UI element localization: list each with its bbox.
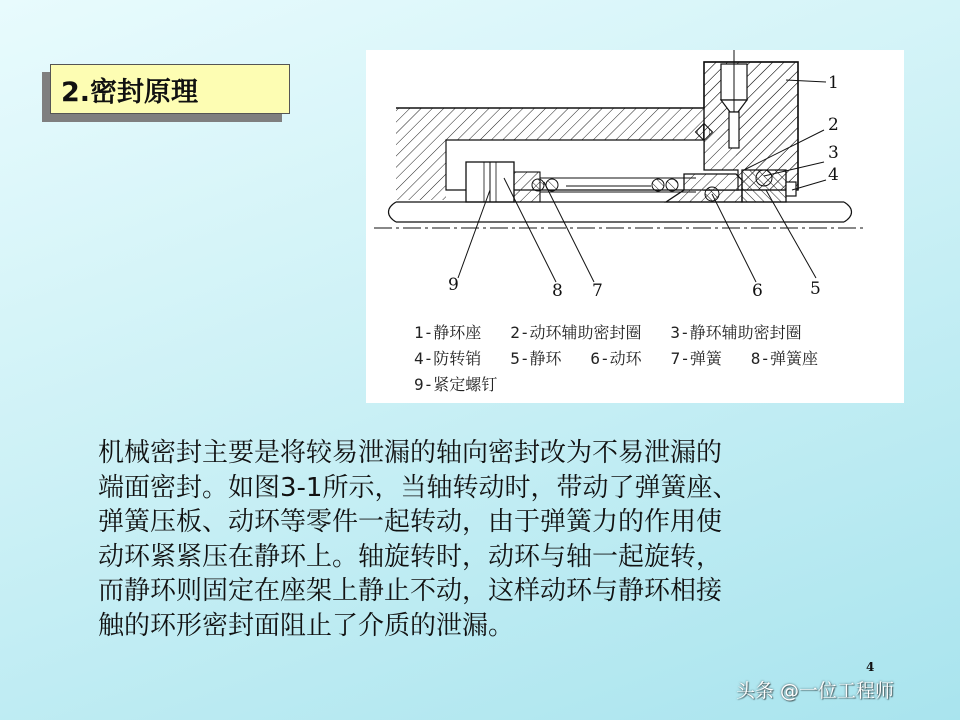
callout-9: 9 [448, 275, 459, 295]
callout-2: 2 [828, 115, 839, 135]
body-line: 端面密封。如图3-1所示，当轴转动时，带动了弹簧座、 [98, 472, 739, 503]
legend-item: 7-弹簧 [670, 349, 722, 368]
legend-line-3 [414, 372, 904, 398]
callout-4: 4 [828, 165, 839, 185]
watermark: 头条 @一位工程师 [736, 680, 895, 702]
legend-item: 9-紧定螺钉 [414, 375, 498, 394]
legend-line-1 [414, 320, 904, 346]
legend-item: 1-静环座 [414, 323, 482, 342]
callout-5: 5 [810, 279, 821, 299]
legend-item: 2-动环辅助密封圈 [510, 323, 642, 342]
callout-3: 3 [828, 143, 839, 163]
body-paragraph [98, 436, 888, 643]
slide-title-text: 2.密封原理 [61, 76, 199, 108]
callout-8: 8 [552, 281, 563, 301]
legend-item: 3-静环辅助密封圈 [670, 323, 802, 342]
mechanical-seal-figure [366, 50, 904, 403]
legend-line-2 [414, 346, 904, 372]
callout-7: 7 [592, 281, 603, 301]
callout-1: 1 [828, 73, 839, 93]
page-number: 4 [866, 660, 875, 674]
body-line: 触的环形密封面阻止了介质的泄漏。 [98, 610, 515, 641]
body-line: 而静环则固定在座架上静止不动，这样动环与静环相接 [98, 576, 723, 606]
legend-item: 8-弹簧座 [750, 349, 819, 368]
legend-item: 5-静环 [510, 349, 562, 368]
body-line: 机械密封主要是将较易泄漏的轴向密封改为不易泄漏的 [98, 438, 723, 468]
slide-title [50, 64, 290, 114]
legend-item: 6-动环 [590, 349, 642, 368]
callout-6: 6 [752, 281, 763, 301]
body-line: 弹簧压板、动环等零件一起转动，由于弹簧力的作用使 [98, 507, 723, 537]
legend-item: 4-防转销 [414, 349, 482, 368]
body-line: 动环紧紧压在静环上。轴旋转时，动环与轴一起旋转， [98, 541, 723, 572]
